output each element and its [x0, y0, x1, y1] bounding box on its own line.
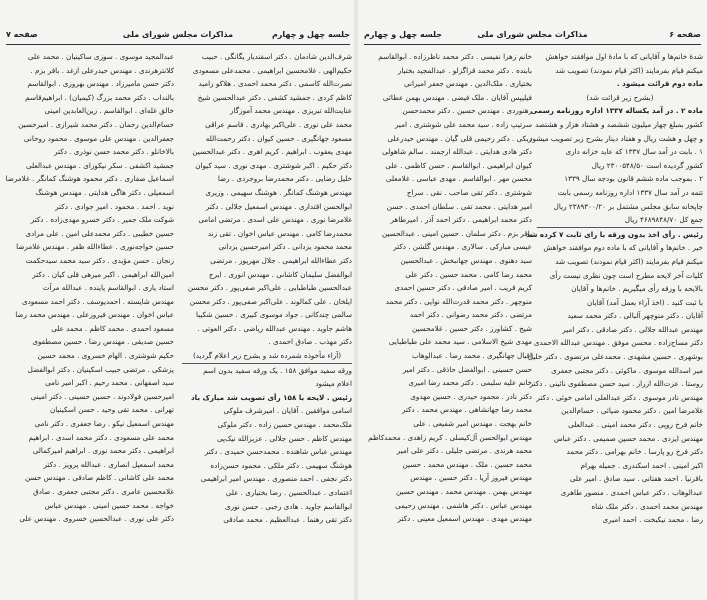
text-line: هوشنگ سهیمی . دکتر ملکی . محمود حسن‌زاده: [210, 460, 352, 470]
text-line: ۱ . بابت در آمد سال ۱۳۳۷ که عاید خزانه داری: [565, 147, 703, 157]
text-line: کریم قریب . امیر صادقی . دکتر حسین احمدی: [394, 283, 532, 293]
text-line: خلیل رضایی . دکتر محمدرضا بروجردی . رضا: [217, 174, 352, 184]
text-line: حکیم‌الهی . غلامحسین ابراهیمی . محمدعلی مسعودی: [192, 65, 352, 75]
text-line: مهندس شایسته . احمدیوسف . دکتر احمد مسعودی: [21, 296, 174, 306]
text-line: سالمی چندکانی . جواد موسوی کبیری . حسین شکیبا: [195, 310, 352, 320]
text-line: امیرحسین فولادوند . حسین حسینی . دکتر امینی: [30, 391, 174, 401]
text-line: جعفرالدین . مهندس علی موسوی . محمود روحانی: [23, 133, 174, 143]
text-line: محمد اسمعیل انصاری . عبدالله پرویز . دکتر: [43, 459, 174, 469]
text-line: اسمعیلی . دکتر هاگی هدایتی . مهندس هوشنگ: [35, 187, 174, 197]
text-line: ابوالحسن اقتداری . مهندس اسمعیل جلالی . دکتر: [205, 201, 352, 211]
text-line: خیر . خانم‌ها و آقایانی که با ماده دوم موافقند خواهش: [543, 243, 703, 253]
right-page-6: [358, 0, 707, 600]
text-line: رئیس . لایحه با ۱۵۸ رأی تصویب شد مبارک باد: [190, 392, 352, 402]
text-line: شرف‌الدین شادمان . دکتر اسفندیار یگانگی . حبیب: [201, 52, 352, 61]
text-line: رئیس . رأی اخذ بدون ورقه با رای ثابت ۷ کرده شد: [526, 229, 703, 239]
text-line: دکتر تقی رهنما . عبدالعظیم . محمد صادقی: [223, 515, 352, 525]
text-line: خانم فرخ رویی . دکتر محمد امینی . عبدالعلی: [568, 420, 703, 430]
text-column-right: [182, 50, 352, 594]
text-line: مهندس محمد احمدی . دکتر ملک شاه: [591, 501, 703, 511]
text-line: ریکی . دکتر رحیمی قلی گیان . مهندس حیدرعلی: [387, 133, 532, 143]
text-line: خانم زهرا نفیسی . دکتر محمد ناظرزاده . ابوالقاسم: [378, 52, 532, 61]
text-line: (بشرح زیر قرائت شد): [586, 92, 654, 102]
text-line: فیلیپس آقایان . ملک فیضی . مهندس بهمن عطائی: [382, 92, 532, 102]
text-line: (آراء مأخوذه شمرده شد و بشرح زیر اعلام گردید): [182, 349, 352, 364]
text-line: عباس اخوان . مهندس فیروزعلی . مهندس محمد رضا: [15, 310, 174, 320]
text-line: دکتر هادی هدایتی . عبدالله ارجمند . سالم شاهولی: [382, 147, 532, 157]
text-line: مسعود جهانگیری . حسین کیوان . دکتر رحمت‌الله: [205, 133, 352, 143]
text-line: زنجان . حسن مؤیدی . دکتر سید محمد سیدحکمت: [25, 255, 174, 265]
text-line: عبدالحسین طباطبایی . علی‌اکبر صفی‌پور . دکتر محسن: [187, 283, 352, 293]
text-line: سرتیپ زاده . سید محمد علی شوشتری . امیر: [394, 119, 532, 129]
text-line: میکنم قیام بفرمایند (اکثر قیام نمودند) تصویب شد: [555, 65, 703, 75]
text-line: میکنم قیام بفرمایند (اکثر قیام نمودند) تصویب شد: [555, 256, 703, 266]
text-line: رهنوردی . مهندس حسین . دکتر محمدحسن: [402, 106, 532, 116]
text-line: دکتر فرخ رو پارسا . خانم بهرامی . دکتر محمد: [566, 447, 703, 457]
text-line: اکبر امینی . احمد اسکندری . جمیله بهرام: [580, 460, 703, 470]
text-line: محمد رضا جهانشاهی . مهندس محمد . دکتر: [401, 405, 532, 415]
text-line: نصرت‌الله کاسمی . دکتر محمد احمدی . هلاکو رامبد: [198, 79, 352, 89]
page-header: [6, 30, 350, 45]
text-line: بابنده . دکتر محمد قراگزلو . عبدالمجید بختیار: [397, 65, 532, 75]
text-line: مهندس مهدی . مهندس اسمعیل معینی . دکتر: [397, 514, 532, 524]
text-line: مرتضی . دکتر محمد رضوانی . دکتر احمد: [409, 310, 532, 320]
text-line: کیوان ابراهیمی . ابوالقاسم . حسن کاظمی . علی: [385, 160, 532, 170]
text-line: محمد علی مسعودی . دکتر محمد اسدی . ابراهیم: [28, 432, 174, 442]
text-line: محمد محمود یزدانی . دکتر امیرحسین یزدانی: [218, 242, 352, 252]
page-number: صفحه ۷: [6, 30, 38, 39]
text-line: کلیات آخر لایحه مطرح است چون نظری نیست رأی: [549, 270, 703, 280]
text-line: مهندس ایزدی . محمد حسین صمیمی . دکتر عباس: [553, 433, 703, 443]
text-line: امیر هدایتی . محمد تقی . سلطان احمدی . حسن: [386, 201, 532, 211]
text-line: امین‌الله ابراهیمی . اکبر میرهی قلی کیان . دکتر: [32, 269, 174, 279]
text-line: محمد هرندی . مرتضی جلیلی . دکتر علی امیر: [396, 446, 532, 456]
text-line: عبدالمجید موسوی . سوزی ساکینیان . محمد علی: [27, 52, 174, 61]
text-line: دکتر نجفی . احمد منصوری . مهندس امیر ابراهیمی: [200, 474, 352, 484]
text-line: خانم علیه سلیمی . دکتر محمد رضا امیری: [408, 378, 532, 388]
text-line: هاشم جاوید . مهندس عبدالله ریاضی . دکتر العوتی .: [197, 323, 352, 333]
text-line: چاپخانه سابق مجلس مشتمل بر ۲۳۸۹۳۰۰/۲۰ ریال: [553, 201, 703, 211]
text-line: میر اسدالله موسوی . ماکوئی . دکتر مجتبی جعفری: [551, 365, 703, 375]
text-line: نوید . احمد . محمود . امیر جوادی . دکتر: [55, 201, 174, 211]
text-line: محمد حسین . ملک . مهندس محمد . حسین: [402, 459, 532, 469]
text-line: شیخ . کشاورز . دکتر حسین . غلامحسین: [412, 323, 532, 333]
text-line: محمد رضا کامی . محمد حسین . دکتر علی: [405, 269, 532, 279]
text-line: پزشکی . مرتضی حبیب اسکینیان . دکتر ابوالفضل: [27, 364, 174, 374]
text-line: و چهل و هشت ریال و هفتاد دینار بشرح زیر تصویب میشود: [529, 133, 703, 143]
text-line: مهندس اسمعیل نیکو . رضا جعفری . دکتر نامی: [34, 419, 174, 429]
text-line: ابوالقاسم جاوید . هادی رجبی . حسن نوری: [225, 501, 352, 511]
text-line: حکیم شوشتری . الهام خسروی . محمد حسین: [37, 351, 174, 361]
text-line: ابراهیمی . دکتر محمد نوری . ابراهیم امیرکمالی: [32, 446, 174, 456]
text-line: خواجه . محمد حسین امینی . مهندس عباس: [44, 500, 174, 510]
text-line: بالاخانلو . دکتر محمد حسن نوذری . دکتر: [54, 147, 174, 157]
publication-title: مذاکرات مجلس شورای ملی: [477, 30, 588, 39]
text-line: شدهٔ خانم‌ها و آقایانی که با مادهٔ اول موافقند خواهش: [545, 52, 703, 61]
text-line: اقبال جهانگیری . محمد رضا . عبدالوهاب: [411, 351, 532, 361]
text-line: دکتر علی نوری . عبدالحسین خسروی . مهندس علی: [19, 514, 174, 524]
text-line: دکتر حکیم . اکبر شوشتری . مهدی نوری . سید کیوان: [195, 160, 352, 170]
text-line: محمد علی نوری . علی‌اکبر بهادری . قاسم عراقی: [205, 119, 352, 129]
text-line: خالق غله‌ای . ابوالقاسم . زین‌العابدین امینی: [44, 106, 174, 116]
text-line: اسامی موافقین . آقایان . امیرشرف ملوکی: [223, 406, 352, 416]
text-line: بالنداب . دکتر محمد بزرگ (کیمیان) . ابراهیم‌قاسم: [25, 92, 174, 102]
text-line: سید دهنوی . مهندس جهانبخش . عبدالحسین: [400, 255, 532, 265]
text-line: بالایحه با ورقه رأی میگیریم . خانم‌ها و آقایان: [571, 284, 703, 294]
text-line: ایلخان . علی کمالوند . علی‌اکبر صفی‌پور . دکتر محسن: [189, 296, 352, 306]
text-line: رضا . محمد نیکبخت . احمد امیری: [602, 515, 703, 525]
text-line: منوچهر . دکتر محمد قدرت‌الله نوایی . دکتر محمد: [385, 296, 532, 306]
text-line: مهندس بهمن . مهندس محمد . مهندس حسین: [395, 487, 532, 496]
text-line: جمشید اکشفی . سکر نیکوزای . مهندس عبدالعلی: [25, 160, 174, 170]
session-title: جلسه چهل و چهارم: [364, 30, 443, 39]
text-line: با ثبت کنید . (اخذ آراء بعمل آمد) آقایان: [587, 297, 703, 307]
page-header: [364, 30, 701, 45]
text-line: محمد علی کاشانی . کاظم صادقی . مهندس حسن: [25, 473, 174, 483]
text-line: مهدی یعقوب . ابراهیم . کریم اهری . دکتر عبدالحسین: [192, 147, 352, 157]
text-line: مهندس عباس شاهنده . محمدحسن حمیدی . دکتر: [204, 447, 352, 457]
text-line: کشور گردیده است ۲۳۰۰۵۴۸/۵۰ ریال: [591, 160, 703, 170]
text-line: مهندس ابوالحسن آل‌کیسلی . کریم زاهدی . محمدکاظم: [368, 432, 532, 442]
text-line: تهرانی . محمد تقی وحید . حسن اسکینیان: [49, 405, 174, 415]
text-column-left: [362, 50, 532, 594]
text-line: بوشهری . حسین مشهدی . محمدعلی مرتضوی . دکتر خلیل: [527, 352, 703, 362]
text-column-right: [526, 50, 703, 594]
text-line: اسماعیل صفاری . دکتر محمود هوشنگ کمانگر . غلامرضا: [5, 174, 174, 184]
text-line: محمدرضا کامی . مهندس عباس اخوان . تقی زند: [207, 228, 352, 238]
text-line: کلانترهرندی . مهندس حیدرعلی ازغد . باقر بزم .: [30, 65, 174, 75]
text-line: دکتر مهذب . صادق احمدی .: [268, 337, 352, 347]
text-line: ماده دوم قرائت میشود .: [616, 79, 703, 89]
text-line: روستا . عزت‌الله ازراز . سید حسن مصطفوی نائینی . دکتر: [529, 379, 703, 389]
text-line: شوشتری . دکتر تقی صاحب . نقی . سراج: [406, 187, 532, 197]
text-line: اعتمادی . عبدالحسین . رضا بختیاری . علی: [225, 488, 352, 497]
text-line: مهندس کاظم . حسن جلالی . عزیزالله نیک‌پی: [216, 433, 352, 443]
text-line: عبدالوهاب . دکتر عباس احمدی . منصور طاهری: [560, 488, 703, 497]
text-line: دکتر عطاءالله ابراهیمی . جلال مهرپور . مرتضی: [210, 255, 352, 265]
text-line: باقرنیا . احمد هفتانی . سید صادق . امیر علی: [569, 474, 703, 484]
text-line: استاد یاری . ابوالقاسم پاینده . عبدالله مرآت: [42, 283, 174, 293]
publication-title: مذاکرات مجلس شورای ملی: [122, 30, 234, 39]
text-line: محسن مهر . ابوالقاسم . مهدی عباسی . غلامعلی: [385, 174, 532, 184]
text-line: حسین صدیقی . مهندس رضا . حسین مصطفوی: [32, 337, 174, 347]
text-line: غلامحسین عامری . دکتر مجتبی جعفری . صادق: [33, 487, 174, 496]
text-line: دکتر محمد ابراهیمی . دکتر احمد آذر . امیرطاهر: [390, 215, 532, 225]
text-line: کاظم کردی . جمشید کشفی . دکتر عبدالحسین شیخ: [197, 92, 352, 102]
text-line: جمع کل ۴۶۸۹۸۴۸/۷۰ ریال: [537, 213, 703, 228]
text-line: ورقه سفید موافق ۱۵۸ . یک ورقه سفید بدون اسم: [203, 365, 352, 375]
text-line: مهندس عباس . دکتر هاشمی . مهندس رحیمی: [395, 500, 532, 510]
text-line: خانم بهجت . مهندس امیر شفیعی . علی: [413, 419, 532, 429]
text-line: مهندس نادر موسوی . دکتر عبدالعلی امامی خوئی . دکتر: [536, 392, 703, 402]
text-line: آقایان . دکتر منوچهر آلبالی . دکتر محمد سعید: [567, 311, 703, 321]
text-line: ملک‌محمد . مهندس حسین زاده . دکتر ملوکی: [217, 420, 352, 430]
text-line: ماده ۲ . در آمد یکساله ۱۳۳۷ اداره روزنامه رسمی: [530, 106, 703, 116]
text-line: بختیاری . ملک‌الدین . مهندس جعفر امیرانی: [404, 79, 532, 89]
page-number: صفحه ۶: [669, 30, 701, 39]
text-line: مهندس فیروز آریا . دکتر حسین . مهندس: [410, 473, 532, 483]
text-line: غلامرضا امین . دکتر محمود ضیائی . حسام‌الدین: [561, 406, 703, 416]
text-line: کشور بمبلغ چهار میلیون ششصد و هشتاد هزار و هشتصد: [535, 119, 703, 129]
text-line: عیسی مبارکی . سالاری . مهندس گلشن . دکتر: [393, 242, 532, 252]
text-line: مهندس هوشنگ کمانگر . هوشنگ سهیمی . وزیری: [205, 187, 352, 197]
text-line: مسعود احمدی . محمد کاظم . محمد علی: [51, 323, 174, 333]
text-line: حسن حسینی . ابوالفضل حاذقی . دکتر امیر: [402, 364, 532, 374]
text-line: ۲ . بموجب ماده ششم قانون بودجه سال ۱۳۳۹: [564, 174, 703, 184]
session-title: جلسه چهل و چهارم: [271, 30, 350, 39]
text-line: دکتر نادر . محمود حیدری . حسین مهدوی: [410, 391, 532, 401]
text-line: شوکت ملک جمیر . دکتر خسرو مهدی‌زاده . دکتر: [30, 215, 174, 225]
text-line: حسام‌الدین رحمان . دکتر محمد شیرازی . امیرحسین: [18, 119, 174, 129]
text-line: حسین خطیبی . دکتر محمدعلی امین . علی مرادی: [25, 228, 174, 238]
text-line: مهندس عبدالله جلالی . دکتر صادقی . دکتر امیر: [562, 324, 703, 334]
text-column-left: [4, 50, 174, 594]
text-line: غلامرضا نوری . مهندس علی اسدی . مرتضی امامی: [198, 215, 352, 225]
text-line: مهدی شیخ الاسلامی . سید محمد علی طباطبایی: [388, 337, 532, 347]
text-line: سید اصفهانی . محمد رحیم . اکبر امیر نامی: [45, 378, 174, 388]
text-line: تتمه در آمد سال ۱۳۳۷ اداره روزنامه رسمی بابت: [557, 187, 703, 197]
text-line: اعلام میشود: [315, 379, 352, 389]
text-line: دکتر حسن مامیرزاد . مهندس بهروزی . ابوالقاسم: [27, 79, 174, 89]
text-line: عنایت‌الله تبریزی . مهندس محمد آموزگار: [230, 106, 352, 116]
text-line: باقر بزم . دکتر سلمان . حسین امینی . عبدالحسین: [382, 228, 532, 238]
text-line: دکتر مساح‌زاده . محسن موفق . مهندس عبدالله الاحمدی: [533, 338, 703, 348]
text-line: حسین خواجه‌نوری . عطاءالله ظفر . مهندس غلامرضا: [16, 242, 174, 252]
text-line: ابوالفضل سلیمان کاشانی . مهندس انوری . ایرج: [208, 269, 352, 279]
